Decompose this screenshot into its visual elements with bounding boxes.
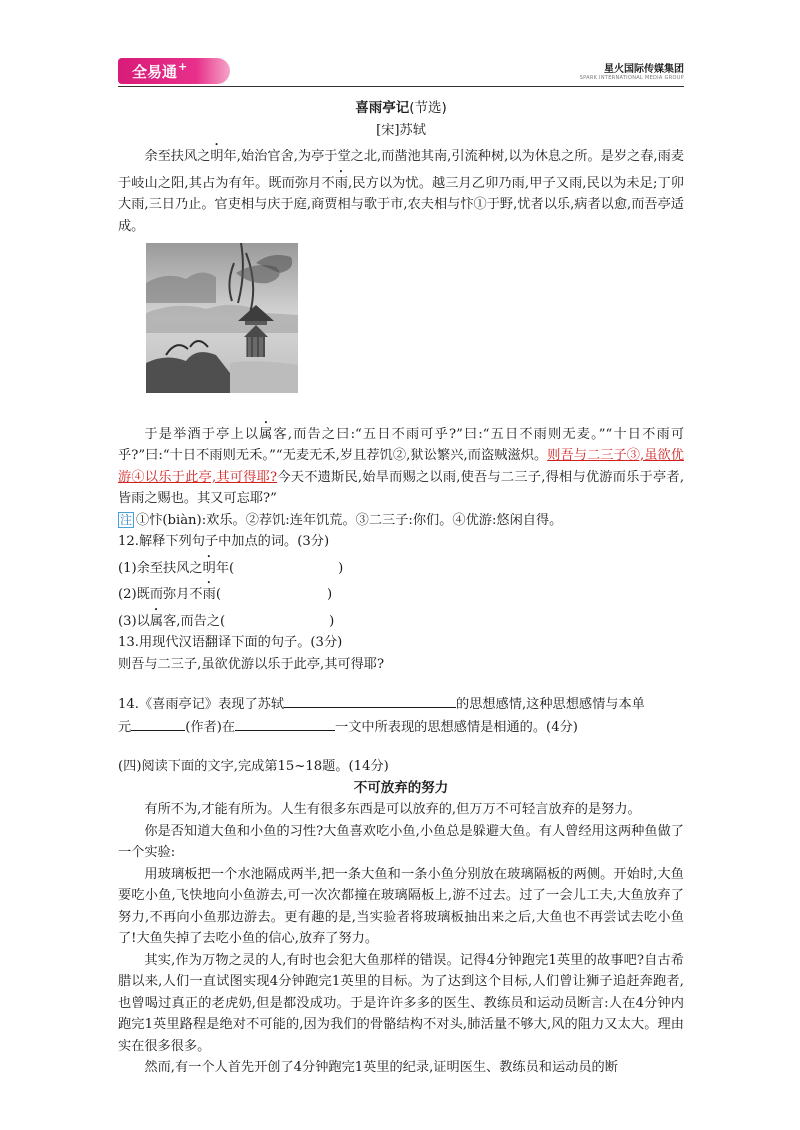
text-run: (2)既而弥月不	[118, 587, 203, 602]
notes-text: ①忭(biàn):欢乐。②荐饥:连年饥荒。③二三子:你们。④优游:悠闲自得。	[136, 512, 563, 528]
section-4-paragraph: 然而,有一个人首先开创了4分钟跑完1英里的纪录,证明医生、教练员和运动员的断	[144, 1060, 618, 1075]
text-run: (	[215, 587, 221, 602]
question-12-item-3	[118, 606, 684, 633]
dotted-char: 雨	[334, 175, 349, 191]
question-13: 13.用现代汉语翻译下面的句子。(3分)	[118, 635, 343, 650]
section-4-title: 不可放弃的努力	[353, 779, 449, 796]
text-run: ,民方以为忧。越三月乙卯乃雨,甲子又雨,民以为未足;丁卯大雨,三日乃止。官吏相与庆于庭,商贾相与歌于市,农夫相与忭①于野,忧者以乐,病者以愈,而吾亭适成。	[118, 175, 684, 234]
text-run: (3)以	[118, 613, 150, 629]
logo-plus: +	[178, 59, 188, 73]
question-12-item-2	[118, 579, 684, 606]
section-4-paragraph: 用玻璃板把一个水池隔成两半,把一条大鱼和一条小鱼分别放在玻璃隔板的两侧。开始时,大鱼要吃小鱼,飞快地向小鱼游去,可一次次都撞在玻璃隔板上,游不过去。过了一会儿工夫,大鱼放弃了努力,不再向小鱼那边游去。更有趣的是,当实验者将玻璃板抽出来之后,大鱼也不再尝试去吃小鱼了!大鱼失掉了去吃小鱼的信心,放弃了努力。	[118, 866, 684, 946]
fill-blank[interactable]	[284, 693, 456, 708]
passage-title-note: (节选)	[409, 100, 447, 116]
page-header	[118, 58, 684, 84]
passage-paragraph-2	[118, 419, 684, 510]
header-divider	[118, 86, 684, 87]
brand-logo	[118, 58, 230, 84]
text-run: )	[338, 560, 344, 576]
section-4-paragraph: 有所不为,才能有所为。人生有很多东西是可以放弃的,但万万不可轻言放弃的是努力。	[144, 802, 641, 817]
section-4-paragraph: 你是否知道大鱼和小鱼的习性?大鱼喜欢吃小鱼,小鱼总是躲避大鱼。有人曾经用这两种鱼做了一个实验:	[118, 823, 684, 860]
text-run: 的思想感情,这种思想感情与本单	[456, 697, 645, 712]
logo-text: 全易通	[132, 62, 178, 81]
passage-title	[118, 98, 684, 120]
note-tag: 注	[120, 512, 133, 527]
text-run: 客,而告之(	[163, 613, 226, 629]
text-run: 今天不遗斯民,始旱而赐之以雨,使吾与二三子,得相与优游而乐于亭者,皆雨之赐也。其又可忘耶?”	[118, 469, 685, 506]
question-13-sentence: 则吾与二三子,虽欲优游以乐于此亭,其可得耶?	[118, 656, 385, 672]
dotted-char: 明	[202, 560, 216, 576]
answer-space[interactable]	[118, 675, 684, 693]
passage-paragraph-1	[118, 141, 684, 237]
text-run: )	[326, 587, 333, 602]
question-12-item-1	[118, 553, 684, 580]
text-run: (作者)在	[185, 719, 236, 735]
question-14-line-1	[118, 693, 684, 716]
text-run: 一文中所表现的思想感情是相通的。(4分)	[335, 719, 578, 735]
dotted-char: 属	[149, 613, 164, 629]
section-4-paragraph: 其实,作为万物之灵的人,有时也会犯大鱼那样的错误。记得4分钟跑完1英里的故事吧?自古希腊以来,人们一直试图实现4分钟跑完1英里的目标。为了达到这个目标,人们曾让狮子追赶奔跑者,也曾喝过真正的老虎奶,但是都没成功。于是许许多多的医生、教练员和运动员断言:人在4分钟内跑完1英里路程是绝对不可能的,因为我们的骨骼结构不对头,肺活量不够大,风的阻力又太大。理由实在很多很多。	[118, 952, 684, 1054]
text-run: 客,而告之曰:“五日不雨可乎?”曰:“五日不雨则无麦。”“十日不雨可乎?”曰:“十日不雨则无禾。”“无麦无禾,岁且荐饥②,狱讼繁兴,而盗贼滋炽。	[118, 426, 685, 463]
text-run: 14.《喜雨亭记》表现了苏轼	[118, 697, 285, 712]
annotation-notes	[118, 510, 684, 532]
text-run: 余至扶风之	[144, 149, 211, 164]
passage-title-text: 喜雨亭记	[355, 100, 410, 116]
publisher-name: 星火国际传媒集团	[604, 64, 684, 75]
publisher-block	[580, 60, 684, 81]
dotted-char: 属	[259, 426, 274, 442]
text-run: 年,始治官舍,为亭于堂之北,而凿池其南,引流种树,以为休息之所。是岁之春,雨麦于岐山之阳,其占为有年。既而弥月不	[118, 149, 685, 191]
fill-blank[interactable]	[235, 716, 335, 731]
spacer	[118, 738, 684, 756]
passage-author: [宋]苏轼	[376, 122, 426, 138]
highlighted-sentence: 则吾与二三子③,虽欲优游④以乐于此亭,其可得耶?	[118, 448, 684, 485]
publisher-name-en: SPARK INTERNATIONAL MEDIA GROUP	[579, 75, 684, 81]
text-run: 年(	[215, 560, 235, 576]
dotted-char: 明	[210, 149, 224, 164]
text-run: 元	[118, 719, 132, 735]
section-4-intro: (四)阅读下面的文字,完成第15~18题。(14分)	[118, 759, 389, 774]
text-run: )	[329, 613, 335, 629]
text-run: 于是举酒于亭上以	[144, 426, 260, 442]
question-14-line-2	[118, 716, 684, 739]
landscape-painting	[146, 243, 298, 393]
fill-blank[interactable]	[131, 716, 185, 731]
question-12: 12.解释下列句子中加点的词。(3分)	[118, 534, 330, 549]
dotted-char: 雨	[202, 587, 216, 602]
page-content	[118, 98, 684, 1079]
text-run: (1)余至扶风之	[118, 560, 203, 576]
